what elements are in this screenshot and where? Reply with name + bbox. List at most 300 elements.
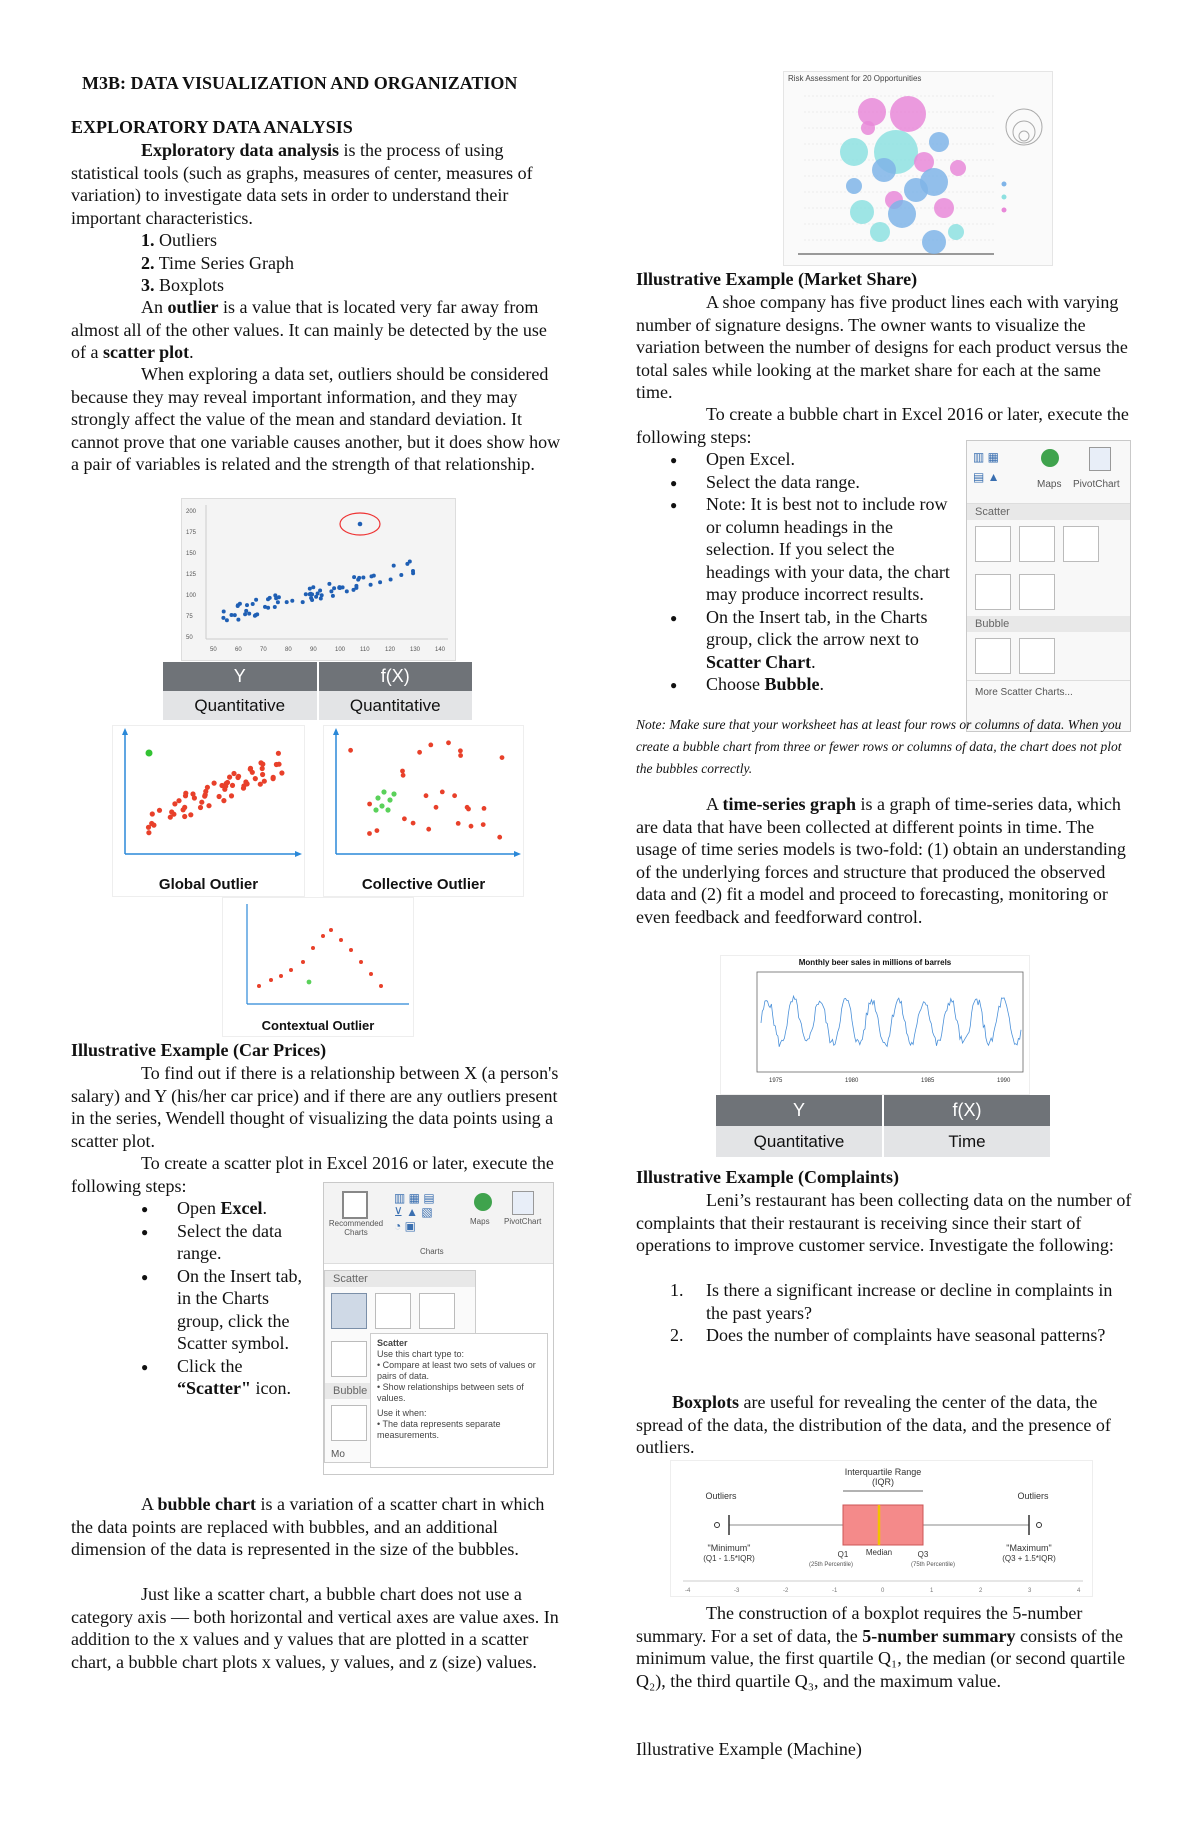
list-item: ● Open Excel. <box>706 448 956 471</box>
scatter-point <box>399 573 403 577</box>
bubble <box>904 178 928 202</box>
q3-label: Q3 <box>917 1550 929 1559</box>
table-cell-y-type: Quantitative <box>753 1132 845 1151</box>
x-tick-label: 90 <box>310 647 317 653</box>
scatter-point <box>230 783 235 788</box>
collective-outlier-svg <box>324 726 523 866</box>
scatter-point <box>269 978 273 982</box>
x-tick-label: -3 <box>734 1588 740 1594</box>
car-prices-heading: Illustrative Example (Car Prices) <box>71 1040 327 1060</box>
scatter-point <box>411 569 415 573</box>
variable-table-1 <box>163 662 472 720</box>
variable-table-2 <box>716 1095 1050 1157</box>
scatter-point <box>290 599 294 603</box>
list-item: ● On the Insert tab, in the Charts group, click the Scatter symbol. <box>177 1265 317 1355</box>
page-title: M3B: DATA VISUALIZATION AND ORGANIZATION <box>82 73 518 93</box>
scatter-smooth-lines-option[interactable] <box>375 1293 411 1329</box>
scatter-point <box>289 968 293 972</box>
list-item: ● On the Insert tab, in the Charts group, click the arrow next to Scatter Chart. <box>706 606 956 674</box>
boxplot-svg <box>671 1461 1092 1596</box>
scatter-point <box>279 974 283 978</box>
bubble-section-header: Bubble <box>967 616 1130 632</box>
scatter-point <box>276 762 281 767</box>
scatter-point <box>332 586 336 590</box>
x-tick-label: 4 <box>1077 1588 1081 1594</box>
scatter-steps-list <box>177 1197 317 1400</box>
scatter-svg <box>182 499 455 660</box>
x-tick-label: 130 <box>410 647 421 653</box>
scatter-point <box>198 805 203 810</box>
scatter-point <box>369 972 373 976</box>
scatter-section-header: Scatter <box>325 1271 475 1287</box>
scatter-point <box>327 582 331 586</box>
scatter-point <box>329 928 333 932</box>
boxplots-term: Boxplots <box>672 1392 740 1412</box>
scatter-point <box>271 775 276 780</box>
scatter-point <box>276 600 280 604</box>
scatter-point <box>221 616 225 620</box>
x-tick-label: 1990 <box>997 1078 1011 1084</box>
more-scatter-charts-link[interactable]: More Scatter Charts... <box>967 680 1130 704</box>
chart-type-icons[interactable]: ▥ ▦ ▤ ⊻ ▲ ▧ ◔ ▣ <box>394 1191 435 1233</box>
eda-paragraph <box>71 139 566 229</box>
scatter-point <box>151 823 156 828</box>
iqr-label: Interquartile Range <box>844 1467 922 1477</box>
scatter-straight-lines-option[interactable] <box>975 574 1011 610</box>
eda-list <box>141 229 294 297</box>
list-item: ● Choose Bubble. <box>706 673 956 696</box>
scatter-point <box>221 798 226 803</box>
collective-outlier-point <box>379 803 384 808</box>
x-tick-label: 1980 <box>845 1078 859 1084</box>
scatter-point <box>171 812 176 817</box>
scatter-point <box>146 830 151 835</box>
bubble <box>861 121 875 135</box>
bubble-section-header: Bubble <box>325 1383 475 1399</box>
maps-icon[interactable] <box>474 1193 492 1211</box>
scatter-point <box>206 803 211 808</box>
x-tick-label: 100 <box>335 647 346 653</box>
table-cell-fx-type: Quantitative <box>317 691 473 720</box>
collective-outlier-point <box>381 789 386 794</box>
scatter-point <box>369 583 373 587</box>
scatter-point <box>359 960 363 964</box>
outlier-term: outlier <box>167 297 219 317</box>
market-share-heading: Illustrative Example (Market Share) <box>636 269 918 289</box>
scatter-point <box>367 831 372 836</box>
bubble-chart-term: bubble chart <box>157 1494 257 1514</box>
scatter-point <box>279 770 284 775</box>
collective-outlier-figure <box>323 725 524 897</box>
excel-scatter-menu-screenshot <box>323 1182 554 1475</box>
beer-sales-time-series-chart <box>720 955 1030 1095</box>
contextual-outlier-svg <box>223 898 413 1016</box>
x-tick-label: -2 <box>783 1588 789 1594</box>
scatter-point <box>266 606 270 610</box>
chart-type-icons[interactable]: ▥ ▦ ▤ ▲ <box>973 450 1000 484</box>
bubble-chart-paragraph: A bubble chart is a variation of a scatter chart in which the data points are replaced with bubbles, and an additional dimension of the data is represented in the size of the bubbles. <box>71 1494 545 1559</box>
bubble <box>872 158 896 182</box>
y-tick-label: 150 <box>186 551 197 557</box>
scatter-point <box>424 793 429 798</box>
global-outlier-point <box>146 750 153 757</box>
x-tick-label: -4 <box>685 1588 691 1594</box>
table-header-fx: f(X) <box>882 1095 1050 1126</box>
tooltip-bullet: • Compare at least two sets of values or pairs of data. <box>377 1360 536 1381</box>
contextual-outlier-figure <box>222 897 414 1037</box>
complaints-paragraph: Leni’s restaurant has been collecting data on the number of complaints that their restaurant is receiving since their start of operations to improve customer service. Investigate the following: <box>636 1190 1132 1255</box>
charts-group-label: Charts <box>420 1247 444 1256</box>
scatter-point <box>452 793 457 798</box>
global-outlier-label: Global Outlier <box>158 876 259 893</box>
x-tick-label: 1 <box>930 1588 934 1594</box>
scatter-point <box>257 984 261 988</box>
x-tick-label: 2 <box>979 1588 983 1594</box>
scatter-point <box>458 748 463 753</box>
risk-bubble-chart <box>783 71 1053 266</box>
scatter-point <box>469 824 474 829</box>
tooltip-when: Use it when: <box>377 1408 427 1418</box>
scatter-point <box>236 618 240 622</box>
scatter-point <box>247 612 251 616</box>
scatter-point <box>466 807 471 812</box>
time-series-svg <box>721 956 1029 1094</box>
bubble <box>929 132 949 152</box>
scatter-point <box>202 794 207 799</box>
scatter-point <box>392 564 396 568</box>
scatter-point <box>405 562 409 566</box>
tooltip-use: Use this chart type to: <box>377 1349 465 1359</box>
scatter-point <box>389 578 393 582</box>
bubble <box>922 230 946 254</box>
x-tick-label: 120 <box>385 647 396 653</box>
complaints-questions <box>670 1279 1136 1347</box>
scatter-chart-option[interactable] <box>975 526 1011 562</box>
scatter-point <box>260 766 265 771</box>
more-scatter-link[interactable]: Mo <box>331 1449 345 1460</box>
scatter-point <box>225 618 229 622</box>
scatter-point <box>229 793 234 798</box>
bubble <box>890 96 926 132</box>
scatter-point <box>222 610 226 614</box>
scatter-straight-lines-option[interactable] <box>331 1341 367 1377</box>
scatter-point <box>311 585 315 589</box>
scatter-point <box>182 814 187 819</box>
scatter-tooltip <box>370 1333 548 1468</box>
table-header-fx: f(X) <box>317 662 473 691</box>
scatter-point <box>367 802 372 807</box>
recommended-charts-label[interactable]: Recommended Charts <box>328 1219 384 1237</box>
outlier-paragraph: An outlier is a value that is located very far away from almost all of the other values. It can mainly be detected by the use of a scatter plot. <box>71 297 547 362</box>
list-item: ● Click the “Scatter" icon. <box>177 1355 317 1400</box>
scatter-point <box>316 592 320 596</box>
scatter-point <box>243 612 247 616</box>
scatter-point <box>357 576 361 580</box>
scatter-point <box>310 598 314 602</box>
q1-label: Q1 <box>837 1550 849 1559</box>
scatter-point <box>411 821 416 826</box>
y-tick-label: 50 <box>186 635 193 641</box>
scatter-point <box>260 772 265 777</box>
scatter-point <box>321 934 325 938</box>
pivotchart-label: PivotChart <box>504 1217 542 1226</box>
car-paragraph-2: To create a scatter plot in Excel 2016 or later, execute the following steps: <box>71 1153 554 1196</box>
global-outlier-figure <box>112 725 305 897</box>
scatter-point <box>181 807 186 812</box>
scatter-point <box>378 580 382 584</box>
bubble-legend <box>1002 109 1043 213</box>
list-item: ● Select the data range. <box>177 1220 317 1265</box>
scatter-point <box>311 946 315 950</box>
pivotchart-icon[interactable] <box>1089 447 1111 471</box>
bubble-chart-option[interactable] <box>975 638 1011 674</box>
y-tick-label: 125 <box>186 572 197 578</box>
x-tick-label: 80 <box>285 647 292 653</box>
time-series-title: Monthly beer sales in millions of barrels <box>798 958 952 967</box>
pivotchart-icon[interactable] <box>512 1191 534 1215</box>
scatter-point <box>188 812 193 817</box>
iqr-box <box>843 1505 923 1545</box>
x-tick-label: 3 <box>1028 1588 1032 1594</box>
scatter-point <box>235 775 240 780</box>
bubble <box>850 200 874 224</box>
bubble <box>934 198 954 218</box>
x-tick-label: 70 <box>260 647 267 653</box>
scatter-point <box>227 775 232 780</box>
bubble-chart-svg <box>784 72 1052 265</box>
global-outlier-svg <box>113 726 304 866</box>
scatter-point <box>482 806 487 811</box>
list-item: ● Select the data range. <box>706 471 956 494</box>
outlier-scatter-plot <box>181 498 456 661</box>
x-tick-label: 1975 <box>769 1078 783 1084</box>
scatter-point <box>500 755 505 760</box>
scatter-straight-option[interactable] <box>1019 574 1055 610</box>
scatter-smooth-option[interactable] <box>419 1293 455 1329</box>
scatter-point <box>253 776 258 781</box>
maps-label: Maps <box>470 1217 490 1226</box>
machine-heading: Illustrative Example (Machine) <box>636 1739 862 1759</box>
scatter-point <box>231 771 236 776</box>
y-tick-label: 75 <box>186 614 193 620</box>
list-item: 1. Outliers <box>141 230 217 250</box>
section-heading: EXPLORATORY DATA ANALYSIS <box>71 117 353 137</box>
x-tick-label: -1 <box>832 1588 838 1594</box>
boxplot-paragraph: Boxplots are useful for revealing the center of the data, the spread of the data, the distribution of the data, and the presence of outliers. <box>636 1392 1111 1457</box>
scatter-point <box>370 574 374 578</box>
bubble-chart-title: Risk Assessment for 20 Opportunities <box>788 74 922 83</box>
worksheet-note: Note: Make sure that your worksheet has at least four rows or columns of data. When you create a bubble chart from three or fewer rows or columns of data, the chart does not plot the bubbles correctly. <box>636 717 1122 776</box>
scatter-point <box>157 808 162 813</box>
scatter-point <box>310 592 314 596</box>
maximum-label: "Maximum" <box>1006 1543 1052 1553</box>
scatter-smooth-lines-option[interactable] <box>1019 526 1055 562</box>
scatter-point <box>241 783 246 788</box>
minimum-formula: (Q1 - 1.5*IQR) <box>703 1554 755 1563</box>
bubble <box>858 98 886 126</box>
list-item: 2. Does the number of complaints have seasonal patterns? <box>670 1325 1106 1345</box>
outliers-left-label: Outliers <box>705 1491 737 1501</box>
scatter-point <box>212 781 217 786</box>
bubble-chart-paragraph-2: Just like a scatter chart, a bubble chart does not use a category axis — both horizontal and vertical axes are value axes. In addition to the x values and y values that are plotted in a scatter chart, a bubble chart plots x values, y values, and z (size) values. <box>71 1584 559 1672</box>
iqr-abbrev: (IQR) <box>872 1477 894 1487</box>
scatter-point <box>233 613 237 617</box>
tooltip-title: Scatter <box>377 1338 408 1348</box>
scatter-point <box>400 769 405 774</box>
maps-label: Maps <box>1037 479 1062 490</box>
scatter-plot-term: scatter plot <box>102 342 190 362</box>
scatter-point <box>273 605 277 609</box>
scatter-point <box>245 603 249 607</box>
y-tick-label: 200 <box>186 509 197 515</box>
excel-bubble-menu-screenshot <box>966 440 1131 732</box>
bubble <box>840 138 868 166</box>
scatter-chart-option[interactable] <box>331 1293 367 1329</box>
collective-outlier-point <box>373 807 378 812</box>
q3-sub-label: (75th Percentile) <box>910 1562 956 1568</box>
bubble <box>870 222 890 242</box>
x-tick-label: 50 <box>210 647 217 653</box>
scatter-point <box>276 751 281 756</box>
five-number-paragraph: The construction of a boxplot requires the 5-number summary. For a set of data, the 5-number summary consists of the minimum value, the first quartile Q₁, the median (or second quartile Q₂), the third quartile Q₃, and the maximum value. <box>636 1603 1126 1691</box>
scatter-point <box>458 753 463 758</box>
scatter-point <box>217 794 222 799</box>
scatter-point <box>203 789 208 794</box>
scatter-point <box>456 821 461 826</box>
scatter-point <box>238 602 242 606</box>
collective-outlier-point <box>375 795 380 800</box>
tooltip-bullet: • The data represents separate measurements. <box>377 1419 501 1440</box>
scatter-point <box>308 587 312 591</box>
scatter-point <box>248 766 253 771</box>
bubble <box>846 178 862 194</box>
scatter-point <box>354 584 358 588</box>
time-series-paragraph: A time-series graph is a graph of time-series data, which are data that have been collected at different points in time. The usage of time series models is two-fold: (1) obtain an understanding of the underlying forces and structure that produced the observed data and (2) fit a model and proceed to forecasting, monitoring or even feedback and feedforward control. <box>636 794 1126 927</box>
scatter-point <box>258 760 263 765</box>
scatter-point <box>199 800 204 805</box>
maps-icon[interactable] <box>1041 449 1059 467</box>
scatter-point <box>319 597 323 601</box>
x-tick-label: 110 <box>360 647 370 653</box>
bubble-3d-option[interactable] <box>1019 638 1055 674</box>
scatter-point <box>345 589 349 593</box>
scatter-point <box>440 790 445 795</box>
list-item: 1. Is there a significant increase or decline in complaints in the past years? <box>670 1280 1113 1323</box>
list-item: ● Open Excel. <box>177 1197 317 1220</box>
scatter-point <box>301 600 305 604</box>
scatter-point <box>150 811 155 816</box>
complaints-heading: Illustrative Example (Complaints) <box>636 1167 899 1187</box>
scatter-point <box>402 816 407 821</box>
scatter-point <box>428 743 433 748</box>
market-paragraph-2: To create a bubble chart in Excel 2016 or later, execute the following steps: <box>636 404 1129 447</box>
scatter-point <box>339 938 343 942</box>
scatter-point <box>338 585 342 589</box>
boxplot-diagram <box>670 1460 1093 1597</box>
scatter-point <box>266 597 270 601</box>
exploring-paragraph: When exploring a data set, outliers should be considered because they may reveal important information, and they may strongly affect the value of the mean and standard deviation. It cannot prove that one variable causes another, but it does show how a pair of variables is related and the strength of that relationship. <box>71 364 561 474</box>
contextual-outlier-point <box>307 980 312 985</box>
minimum-label: "Minimum" <box>707 1543 751 1553</box>
scatter-point <box>172 801 177 806</box>
collective-outlier-point <box>391 791 396 796</box>
scatter-point <box>348 748 353 753</box>
y-tick-label: 100 <box>186 593 197 599</box>
scatter-point <box>361 576 365 580</box>
x-tick-label: 0 <box>881 1588 885 1594</box>
outliers-right-label: Outliers <box>1017 1491 1049 1501</box>
scatter-point <box>481 822 486 827</box>
collective-outlier-label: Collective Outlier <box>361 876 486 893</box>
scatter-point <box>417 750 422 755</box>
scatter-smooth-option[interactable] <box>1063 526 1099 562</box>
table-cell-fx-type: Time <box>882 1126 1050 1157</box>
ribbon-charts-group <box>967 441 1130 504</box>
bubble-steps-list <box>706 448 956 696</box>
x-tick-label: 1985 <box>921 1078 935 1084</box>
scatter-point <box>446 740 451 745</box>
recommended-charts-icon[interactable] <box>342 1191 368 1219</box>
time-series-term: time-series graph <box>722 794 856 814</box>
pivotchart-label: PivotChart <box>1073 479 1120 490</box>
scatter-point <box>497 835 502 840</box>
table-cell-y-type: Quantitative <box>194 696 286 715</box>
market-paragraph-1: A shoe company has five product lines each with varying number of signature designs. The owner wants to visualize the variation between the number of designs for each product versus the total sales while looking at the market share for each at the same time. <box>636 292 1128 402</box>
tooltip-bullet: • Show relationships between sets of values. <box>377 1382 524 1403</box>
scatter-point <box>285 600 289 604</box>
maximum-formula: (Q3 + 1.5*IQR) <box>1002 1554 1056 1563</box>
table-header-y: Y <box>233 666 246 686</box>
scatter-section-header: Scatter <box>967 504 1130 520</box>
scatter-point <box>262 779 267 784</box>
scatter-point <box>401 773 406 778</box>
scatter-point <box>426 827 431 832</box>
scatter-point <box>379 984 383 988</box>
scatter-point <box>273 593 277 597</box>
ribbon-charts-group <box>324 1183 553 1264</box>
list-item: 2. Time Series Graph <box>141 252 295 273</box>
scatter-point <box>329 589 333 593</box>
five-number-term: 5-number summary <box>862 1625 1016 1646</box>
x-tick-label: 60 <box>235 647 242 653</box>
collective-outlier-point <box>387 797 392 802</box>
scatter-point <box>223 784 228 789</box>
q1-sub-label: (25th Percentile) <box>808 1562 854 1568</box>
outlier-point <box>358 522 363 527</box>
bubble-chart-option[interactable] <box>331 1405 367 1441</box>
bubble <box>888 200 916 228</box>
collective-outlier-point <box>385 807 390 812</box>
bubble <box>948 224 964 240</box>
table-header-y: Y <box>792 1100 805 1120</box>
scatter-point <box>331 594 335 598</box>
car-paragraph-1: To find out if there is a relationship between X (a person's salary) and Y (his/her car price) and if there are any outliers present in the series, Wendell thought of visualizing the data points using a scatter plot. <box>71 1063 559 1151</box>
list-item: ● Note: It is best not to include row or column headings in the selection. If you select the headings with your data, the chart may produce incorrect results. <box>706 493 956 606</box>
eda-definition: is the process of using statistical tools (such as graphs, measures of center, measures of variation) to investigate data sets in order to understand their important characteristics. <box>71 140 533 228</box>
scatter-point <box>183 791 188 796</box>
scatter-point <box>251 602 255 606</box>
scatter-point <box>176 798 181 803</box>
scatter-point <box>244 609 248 613</box>
eda-term: Exploratory data analysis <box>141 140 340 160</box>
scatter-point <box>352 575 356 579</box>
scatter-point <box>253 614 257 618</box>
list-item: 3. Boxplots <box>141 275 225 295</box>
scatter-point <box>349 948 353 952</box>
scatter-point <box>375 828 380 833</box>
median-label: Median <box>865 1548 893 1557</box>
scatter-point <box>434 805 439 810</box>
